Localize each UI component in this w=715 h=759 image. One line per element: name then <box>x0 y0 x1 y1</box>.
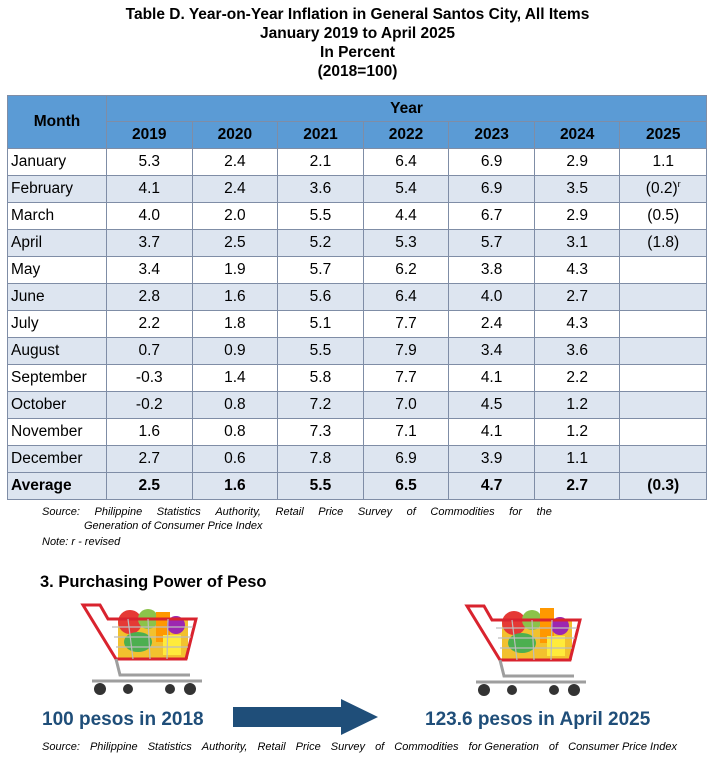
source-word: Price <box>318 506 344 518</box>
value-cell <box>449 203 535 230</box>
value-cell <box>192 392 278 419</box>
average-value-cell: 1.6 <box>192 473 278 500</box>
value-cell <box>620 419 707 446</box>
value-cell <box>620 446 707 473</box>
value-text: 2.4 <box>224 180 246 197</box>
value-cell <box>620 149 707 176</box>
value-text: 5.4 <box>395 180 417 197</box>
value-cell <box>278 365 364 392</box>
average-row <box>8 473 707 500</box>
value-text: 6.9 <box>395 450 417 467</box>
average-label: Average <box>8 473 107 500</box>
value-text: 5.5 <box>309 207 332 224</box>
value-text: 2.1 <box>309 153 332 170</box>
source-word: Survey <box>330 741 366 753</box>
value-cell <box>534 176 620 203</box>
value-cell <box>363 149 449 176</box>
value-text: 1.6 <box>138 423 161 440</box>
value-text: 5.7 <box>480 234 503 251</box>
value-cell <box>192 419 278 446</box>
value-cell <box>363 338 449 365</box>
source-word: Statistics <box>147 741 192 753</box>
month-cell: May <box>8 257 107 284</box>
value-text: 4.5 <box>480 396 503 413</box>
value-cell <box>620 230 707 257</box>
value-cell <box>534 203 620 230</box>
value-cell <box>192 446 278 473</box>
month-cell: February <box>8 176 107 203</box>
value-cell <box>107 176 193 203</box>
month-cell: October <box>8 392 107 419</box>
value-cell <box>107 284 193 311</box>
value-cell <box>534 446 620 473</box>
value-cell <box>534 365 620 392</box>
value-cell <box>107 338 193 365</box>
source-word: Consumer Price Index <box>568 741 677 753</box>
value-cell <box>192 176 278 203</box>
value-text: 7.2 <box>309 396 332 413</box>
title-line-3: In Percent <box>320 44 395 61</box>
value-text: 7.8 <box>309 450 332 467</box>
value-text: 4.4 <box>395 207 417 224</box>
source-line-2: Generation of Consumer Price Index <box>84 520 263 532</box>
value-cell <box>278 446 364 473</box>
table-row <box>8 284 707 311</box>
value-text: 2.5 <box>224 234 246 251</box>
value-text: 6.4 <box>395 153 417 170</box>
value-cell <box>449 338 535 365</box>
value-cell <box>107 257 193 284</box>
source-word: Commodities <box>394 741 459 753</box>
value-cell <box>534 311 620 338</box>
value-text: 6.9 <box>480 180 503 197</box>
month-cell: December <box>8 446 107 473</box>
table-row <box>8 419 707 446</box>
value-text: 7.7 <box>395 369 417 386</box>
inflation-table <box>7 95 707 500</box>
table-title <box>0 5 715 81</box>
value-text: 5.2 <box>309 234 332 251</box>
revised-marker: r <box>677 178 681 189</box>
table-row <box>8 230 707 257</box>
title-line-4: (2018=100) <box>317 63 398 80</box>
source-word: the <box>536 506 552 518</box>
average-value-cell: 4.7 <box>449 473 535 500</box>
month-header: Month <box>8 96 107 149</box>
value-text: 5.7 <box>309 261 332 278</box>
value-cell <box>449 176 535 203</box>
value-cell <box>278 230 364 257</box>
value-cell <box>363 284 449 311</box>
value-text: -0.2 <box>135 396 163 413</box>
value-text: 2.0 <box>224 207 246 224</box>
value-text: 2.7 <box>138 450 161 467</box>
month-cell: March <box>8 203 107 230</box>
source-word: Retail <box>257 741 286 753</box>
value-text: 1.4 <box>224 369 246 386</box>
value-cell <box>449 284 535 311</box>
value-cell <box>278 203 364 230</box>
value-text: 3.4 <box>138 261 161 278</box>
month-cell: September <box>8 365 107 392</box>
value-text: 1.2 <box>566 396 588 413</box>
value-text: 2.7 <box>566 288 588 305</box>
value-text: 6.2 <box>395 261 417 278</box>
value-cell <box>620 338 707 365</box>
month-cell: August <box>8 338 107 365</box>
value-text: 2.4 <box>480 315 503 332</box>
peso-2018-label: 100 pesos in 2018 <box>42 709 204 730</box>
value-cell <box>363 203 449 230</box>
value-text: 7.3 <box>309 423 332 440</box>
revised-note: Note: r - revised <box>42 536 121 548</box>
value-cell <box>192 338 278 365</box>
source-word: of <box>548 741 559 753</box>
value-cell <box>107 203 193 230</box>
value-text: 7.9 <box>395 342 417 359</box>
value-text: 4.1 <box>480 423 503 440</box>
value-text: 3.1 <box>566 234 588 251</box>
value-text: 1.1 <box>652 153 675 170</box>
value-cell <box>363 392 449 419</box>
value-text: 0.9 <box>224 342 246 359</box>
table-row <box>8 392 707 419</box>
month-cell: January <box>8 149 107 176</box>
value-cell <box>192 284 278 311</box>
value-cell <box>278 392 364 419</box>
value-text: 4.1 <box>138 180 161 197</box>
year-column-header: 2023 <box>449 122 535 149</box>
title-line-1: Table D. Year-on-Year Inflation in General Santos City, All Items <box>125 6 590 23</box>
value-text: (0.2) <box>645 180 678 197</box>
value-cell <box>107 446 193 473</box>
value-cell <box>449 365 535 392</box>
value-cell <box>620 176 707 203</box>
value-text: 6.7 <box>480 207 503 224</box>
value-text: 7.1 <box>395 423 417 440</box>
value-text: 3.8 <box>480 261 503 278</box>
source-word: Price <box>295 741 321 753</box>
value-cell <box>620 257 707 284</box>
source-word: Authority, <box>201 741 248 753</box>
value-text: 3.7 <box>138 234 161 251</box>
section-title: 3. Purchasing Power of Peso <box>40 573 267 591</box>
value-cell <box>278 338 364 365</box>
value-text: 0.7 <box>138 342 161 359</box>
value-cell <box>534 149 620 176</box>
value-text: 0.8 <box>224 423 246 440</box>
value-cell <box>363 230 449 257</box>
month-cell: June <box>8 284 107 311</box>
source-word: Retail <box>275 506 304 518</box>
value-text: 2.4 <box>224 153 246 170</box>
value-text: 5.5 <box>309 342 332 359</box>
value-text: 3.6 <box>309 180 332 197</box>
table-row <box>8 338 707 365</box>
month-cell: November <box>8 419 107 446</box>
year-column-header: 2020 <box>192 122 278 149</box>
value-text: 1.2 <box>566 423 588 440</box>
value-text: 4.0 <box>138 207 161 224</box>
value-cell <box>449 257 535 284</box>
month-cell: July <box>8 311 107 338</box>
value-text: 4.3 <box>566 315 588 332</box>
value-cell <box>107 419 193 446</box>
table-row <box>8 203 707 230</box>
value-cell <box>363 365 449 392</box>
value-cell <box>107 230 193 257</box>
value-text: 5.6 <box>309 288 332 305</box>
source-word: Authority, <box>215 506 261 518</box>
value-cell <box>278 257 364 284</box>
value-cell <box>278 149 364 176</box>
value-cell <box>278 419 364 446</box>
value-cell <box>449 230 535 257</box>
value-cell <box>534 230 620 257</box>
average-value-cell: 6.5 <box>363 473 449 500</box>
value-cell <box>363 419 449 446</box>
year-column-header: 2022 <box>363 122 449 149</box>
value-text: 2.9 <box>566 153 588 170</box>
source-word: for <box>509 506 523 518</box>
value-text: 5.8 <box>309 369 332 386</box>
value-cell <box>620 203 707 230</box>
value-cell <box>278 311 364 338</box>
value-cell <box>620 392 707 419</box>
value-cell <box>363 176 449 203</box>
value-cell <box>363 257 449 284</box>
value-text: 3.6 <box>566 342 588 359</box>
value-text: 6.4 <box>395 288 417 305</box>
value-cell <box>192 203 278 230</box>
value-text: (1.8) <box>647 234 680 251</box>
value-cell <box>107 311 193 338</box>
average-value-cell: 2.5 <box>107 473 193 500</box>
month-cell: April <box>8 230 107 257</box>
value-text: 1.1 <box>566 450 588 467</box>
value-text: 0.8 <box>224 396 246 413</box>
value-cell <box>620 311 707 338</box>
value-text: 2.9 <box>566 207 588 224</box>
source-word: Philippine <box>94 506 143 518</box>
table-row <box>8 311 707 338</box>
value-cell <box>534 419 620 446</box>
year-column-header: 2025 <box>620 122 707 149</box>
value-text: 3.4 <box>480 342 503 359</box>
year-column-header: 2021 <box>278 122 364 149</box>
value-cell <box>534 392 620 419</box>
value-text: 1.8 <box>224 315 246 332</box>
table-row <box>8 446 707 473</box>
table-row <box>8 149 707 176</box>
value-cell <box>278 284 364 311</box>
right-arrow-icon <box>233 699 378 735</box>
value-text: 3.5 <box>566 180 588 197</box>
purchasing-power-source-note <box>42 740 677 754</box>
value-cell <box>107 365 193 392</box>
value-text: 2.2 <box>566 369 588 386</box>
value-text: 5.3 <box>138 153 161 170</box>
value-cell <box>620 365 707 392</box>
value-cell <box>107 149 193 176</box>
value-cell <box>449 392 535 419</box>
peso-2025-label: 123.6 pesos in April 2025 <box>425 709 651 730</box>
value-cell <box>363 311 449 338</box>
value-text: 1.9 <box>224 261 246 278</box>
value-text: -0.3 <box>135 369 163 386</box>
value-cell <box>449 149 535 176</box>
value-cell <box>534 338 620 365</box>
source-word: of <box>406 506 416 518</box>
value-text: 5.1 <box>309 315 332 332</box>
year-header: Year <box>107 96 707 122</box>
value-cell <box>192 230 278 257</box>
source-word: Survey <box>357 506 393 518</box>
value-text: 0.6 <box>224 450 246 467</box>
value-text: 6.9 <box>480 153 503 170</box>
value-cell <box>620 284 707 311</box>
source-word: Source: <box>42 741 80 753</box>
value-cell <box>534 284 620 311</box>
table-row <box>8 365 707 392</box>
value-cell <box>534 257 620 284</box>
table-row <box>8 257 707 284</box>
value-cell <box>192 257 278 284</box>
value-cell <box>107 392 193 419</box>
table-source-note <box>42 505 552 533</box>
average-value-cell: (0.3) <box>620 473 707 500</box>
value-text: 7.0 <box>395 396 417 413</box>
value-text: 4.0 <box>480 288 503 305</box>
year-column-header: 2019 <box>107 122 193 149</box>
shopping-cart-icon <box>78 597 213 702</box>
shopping-cart-icon <box>462 598 597 703</box>
value-cell <box>449 446 535 473</box>
average-value-cell: 5.5 <box>278 473 364 500</box>
value-cell <box>278 176 364 203</box>
source-word: Statistics <box>156 506 201 518</box>
year-column-header: 2024 <box>534 122 620 149</box>
value-cell <box>192 365 278 392</box>
source-word: Philippine <box>89 741 138 753</box>
value-text: (0.5) <box>647 207 680 224</box>
value-text: 2.2 <box>138 315 161 332</box>
value-text: 5.3 <box>395 234 417 251</box>
value-cell <box>363 446 449 473</box>
source-word: of <box>375 741 385 753</box>
value-text: 1.6 <box>224 288 246 305</box>
value-cell <box>449 419 535 446</box>
title-line-2: January 2019 to April 2025 <box>260 25 455 42</box>
value-cell <box>192 149 278 176</box>
value-text: 4.1 <box>480 369 503 386</box>
value-text: 7.7 <box>395 315 417 332</box>
value-text: 2.8 <box>138 288 161 305</box>
source-word: Source: <box>42 506 80 518</box>
average-value-cell: 2.7 <box>534 473 620 500</box>
value-cell <box>449 311 535 338</box>
value-text: 3.9 <box>480 450 503 467</box>
source-word: Commodities <box>430 506 495 518</box>
value-cell <box>192 311 278 338</box>
table-row <box>8 176 707 203</box>
source-word: for Generation <box>468 741 539 753</box>
value-text: 4.3 <box>566 261 588 278</box>
